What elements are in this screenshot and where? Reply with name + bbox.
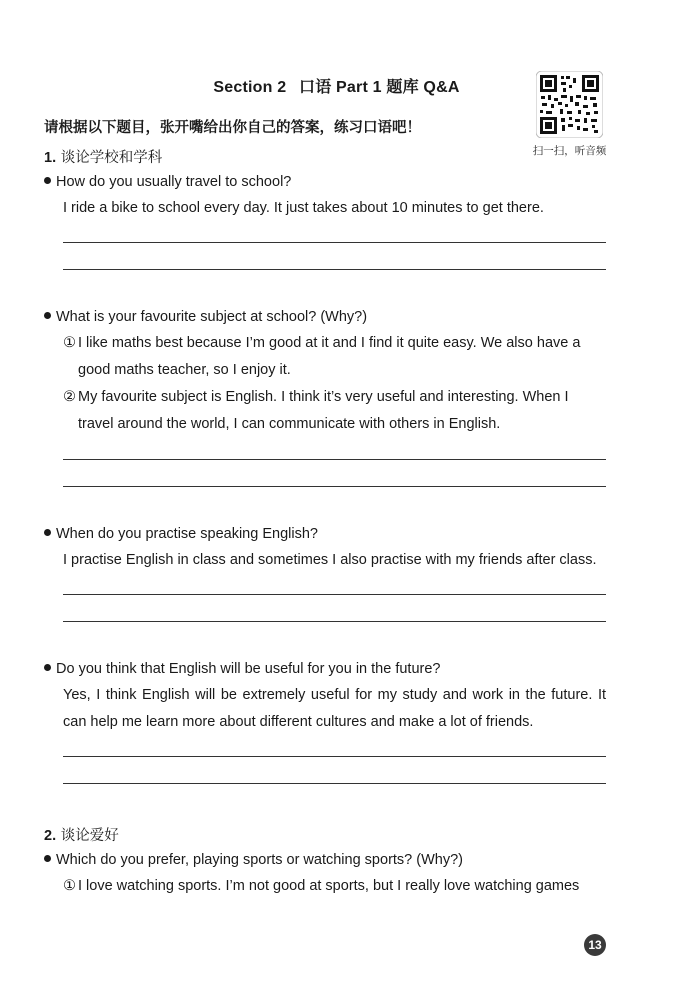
bullet-icon xyxy=(44,312,51,319)
section-number: 1. xyxy=(44,150,57,166)
answer-line[interactable] xyxy=(63,269,606,270)
bullet-icon xyxy=(44,177,51,184)
section-number: 2. xyxy=(44,828,57,844)
answer-line-text: My favourite subject is English. I think it’s very useful and interesting. When I xyxy=(78,389,569,405)
section-heading-school xyxy=(44,146,162,167)
bullet-icon xyxy=(44,855,51,862)
answer-option xyxy=(63,873,606,900)
question-text: When do you practise speaking English? xyxy=(56,526,318,542)
question-item xyxy=(44,174,291,190)
section-title: 谈论爱好 xyxy=(60,828,119,844)
question-item xyxy=(44,309,367,325)
answer-line-text: I love watching sports. I’m not good at sports, but I really love watching games xyxy=(78,878,580,894)
question-text: Which do you prefer, playing sports or watching sports? (Why?) xyxy=(56,852,463,868)
answer-text: Yes, I think English will be extremely useful for my study and work in the future. It can help me learn more about different cultures and make a lot of friends. xyxy=(63,687,606,730)
answer-line[interactable] xyxy=(63,756,606,757)
answer-line-text: good maths teacher, so I enjoy it. xyxy=(78,362,291,378)
option-marker: ② xyxy=(63,389,76,405)
question-text: How do you usually travel to school? xyxy=(56,174,292,190)
qr-caption: 扫一扫，听音频 xyxy=(532,145,607,157)
answer-line[interactable] xyxy=(63,459,606,460)
question-item xyxy=(44,852,463,868)
bullet-icon xyxy=(44,664,51,671)
section-label: Section 2 xyxy=(213,79,287,96)
question-text: Do you think that English will be useful for you in the future? xyxy=(56,661,441,677)
section-heading-hobbies xyxy=(44,824,119,845)
question-text: What is your favourite subject at school? (Why?) xyxy=(56,309,368,325)
bullet-icon xyxy=(44,529,51,536)
topic-label: 口语 Part 1 题库 Q&A xyxy=(299,79,460,96)
answer-option xyxy=(63,384,606,438)
instruction-text: 请根据以下题目，张开嘴给出你自己的答案，练习口语吧！ xyxy=(44,120,421,136)
answer-line[interactable] xyxy=(63,242,606,243)
page-number-badge: 13 xyxy=(584,934,606,956)
answer-text: I ride a bike to school every day. It just takes about 10 minutes to get there. xyxy=(63,200,544,216)
answer-line-text: travel around the world, I can communicate with others in English. xyxy=(78,416,501,432)
answer-line[interactable] xyxy=(63,621,606,622)
answer-option xyxy=(63,330,606,384)
section-title: 谈论学校和学科 xyxy=(60,150,163,166)
answer-line[interactable] xyxy=(63,783,606,784)
answer-text: I practise English in class and sometimes I also practise with my friends after class. xyxy=(63,552,597,568)
question-item xyxy=(44,526,318,542)
option-marker: ① xyxy=(63,335,76,351)
answer-line-text: I like maths best because I’m good at it and I find it quite easy. We also have a xyxy=(78,335,581,351)
option-marker: ① xyxy=(63,878,76,894)
qr-code-icon[interactable] xyxy=(536,71,603,138)
answer-line[interactable] xyxy=(63,486,606,487)
answer-line[interactable] xyxy=(63,594,606,595)
question-item xyxy=(44,661,440,677)
